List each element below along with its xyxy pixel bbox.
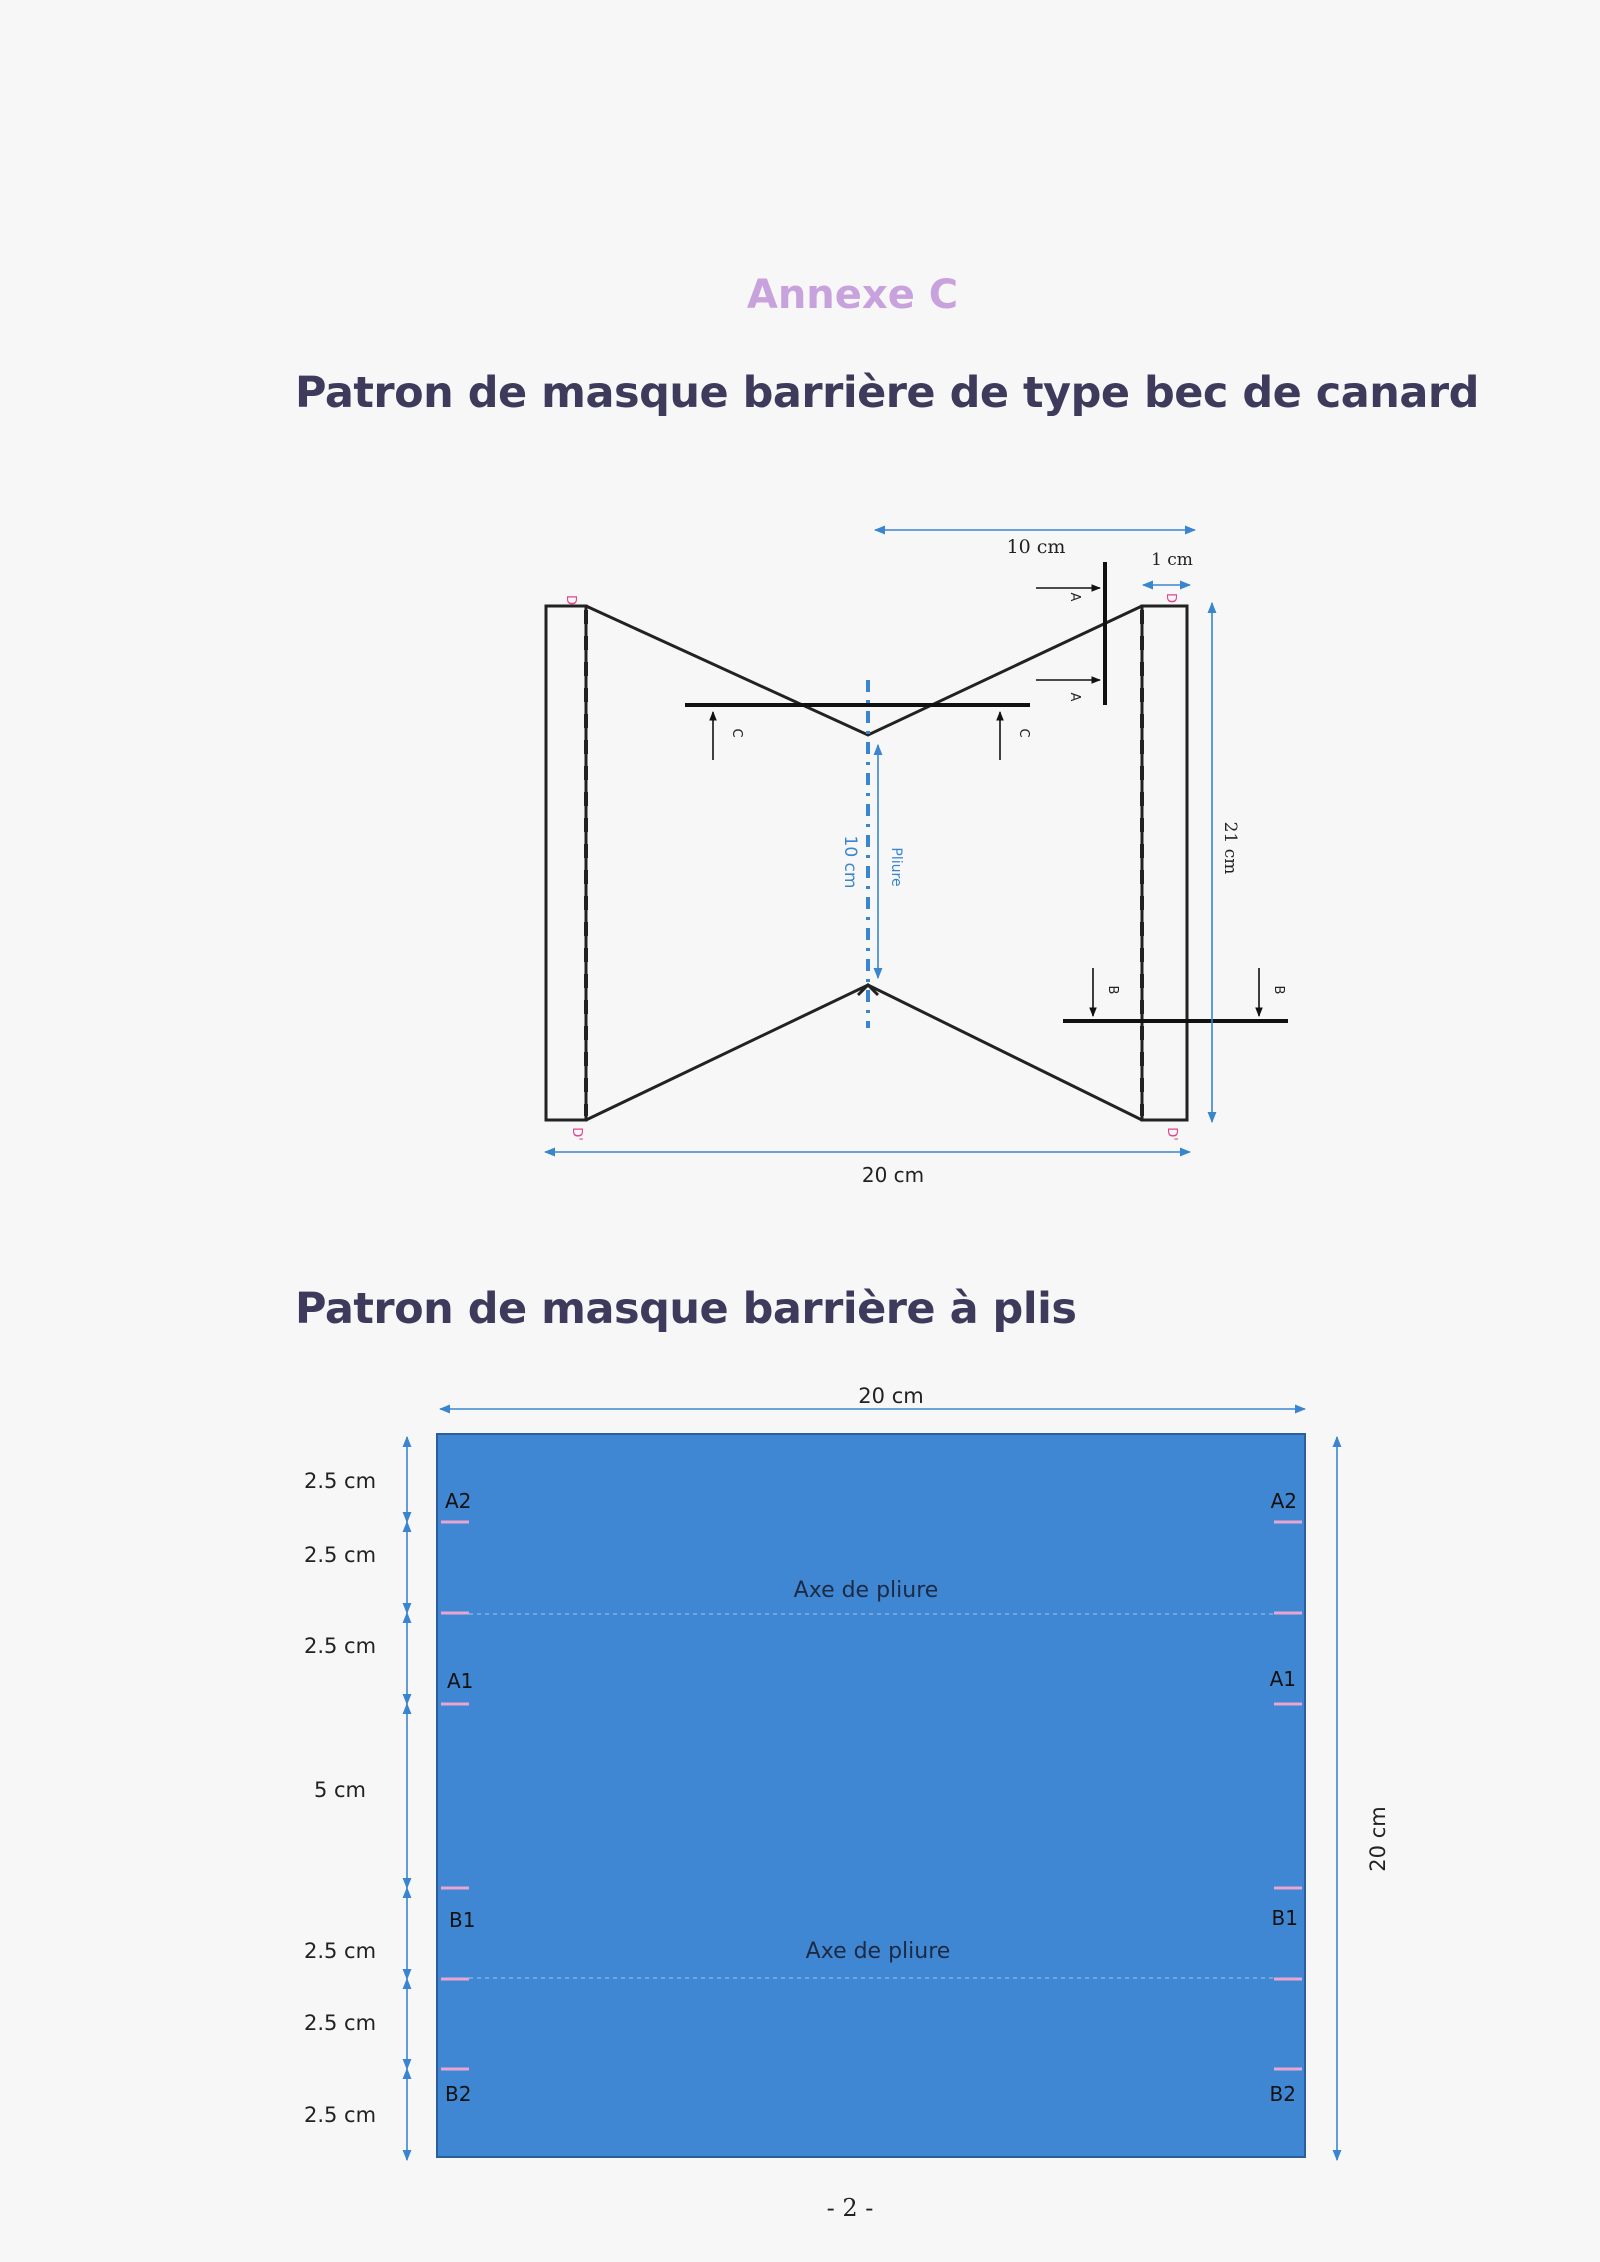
annexe-title: Annexe C (746, 272, 959, 318)
fold-axis-label-upper: Axe de pliure (793, 1578, 939, 1603)
pleated-diagram (304, 1384, 1390, 2160)
fold-label: Pliure (888, 847, 904, 887)
section-b-mark-left: B (1105, 985, 1120, 995)
left-dim-label-6: 2.5 cm (303, 2011, 377, 2035)
corner-mark-d-right: D (1163, 592, 1178, 604)
left-dim-label-7: 2.5 cm (303, 2103, 377, 2127)
left-dim-label-2: 2.5 cm (303, 1543, 377, 1567)
section-b-mark-right: B (1271, 985, 1286, 995)
duckbill-pattern-title: Patron de masque barrière de type bec de canard (295, 368, 1479, 418)
section-c-mark-left: C (729, 728, 744, 738)
mark-a1-left: A1 (447, 1669, 474, 1693)
mark-a2-left: A2 (445, 1489, 472, 1513)
pleated-pattern-title: Patron de masque barrière à plis (295, 1284, 1077, 1334)
page-number: - 2 - (826, 2194, 874, 2222)
section-a-mark-bottom: A (1067, 692, 1082, 702)
fold-length-label: 10 cm (840, 835, 860, 889)
mark-b1-left: B1 (449, 1908, 476, 1932)
mark-a2-right: A2 (1270, 1489, 1297, 1513)
section-c-mark-right: C (1016, 728, 1031, 738)
bottom-width-label: 20 cm (861, 1163, 925, 1187)
mark-b2-left: B2 (445, 2082, 472, 2106)
right-seam-strip (1142, 606, 1187, 1120)
top-width-label: 10 cm (1006, 536, 1066, 558)
upper-v-edge (586, 606, 1142, 738)
seam-label: 1 cm (1151, 550, 1193, 570)
left-dim-label-4: 5 cm (313, 1778, 367, 1802)
left-dim-label-3: 2.5 cm (303, 1634, 377, 1658)
mark-a1-right: A1 (1269, 1667, 1296, 1691)
height-label: 21 cm (1220, 821, 1240, 875)
corner-mark-dprime-left: D' (569, 1127, 584, 1141)
pleated-width-label: 20 cm (858, 1384, 924, 1408)
left-dim-label-1: 2.5 cm (303, 1469, 377, 1493)
fold-axis-label-lower: Axe de pliure (805, 1939, 951, 1964)
left-dim-label-5: 2.5 cm (303, 1939, 377, 1963)
corner-mark-dprime-right: D' (1164, 1127, 1179, 1141)
section-a-mark-top: A (1067, 592, 1082, 602)
fabric-rectangle (437, 1434, 1305, 2157)
left-seam-strip (546, 606, 586, 1120)
pleated-height-label: 20 cm (1366, 1806, 1390, 1872)
mark-b2-right: B2 (1269, 2082, 1296, 2106)
corner-mark-d-left: D (563, 594, 578, 606)
lower-v-edge (586, 985, 1142, 1120)
duckbill-diagram (545, 530, 1288, 1187)
mark-b1-right: B1 (1271, 1906, 1298, 1930)
